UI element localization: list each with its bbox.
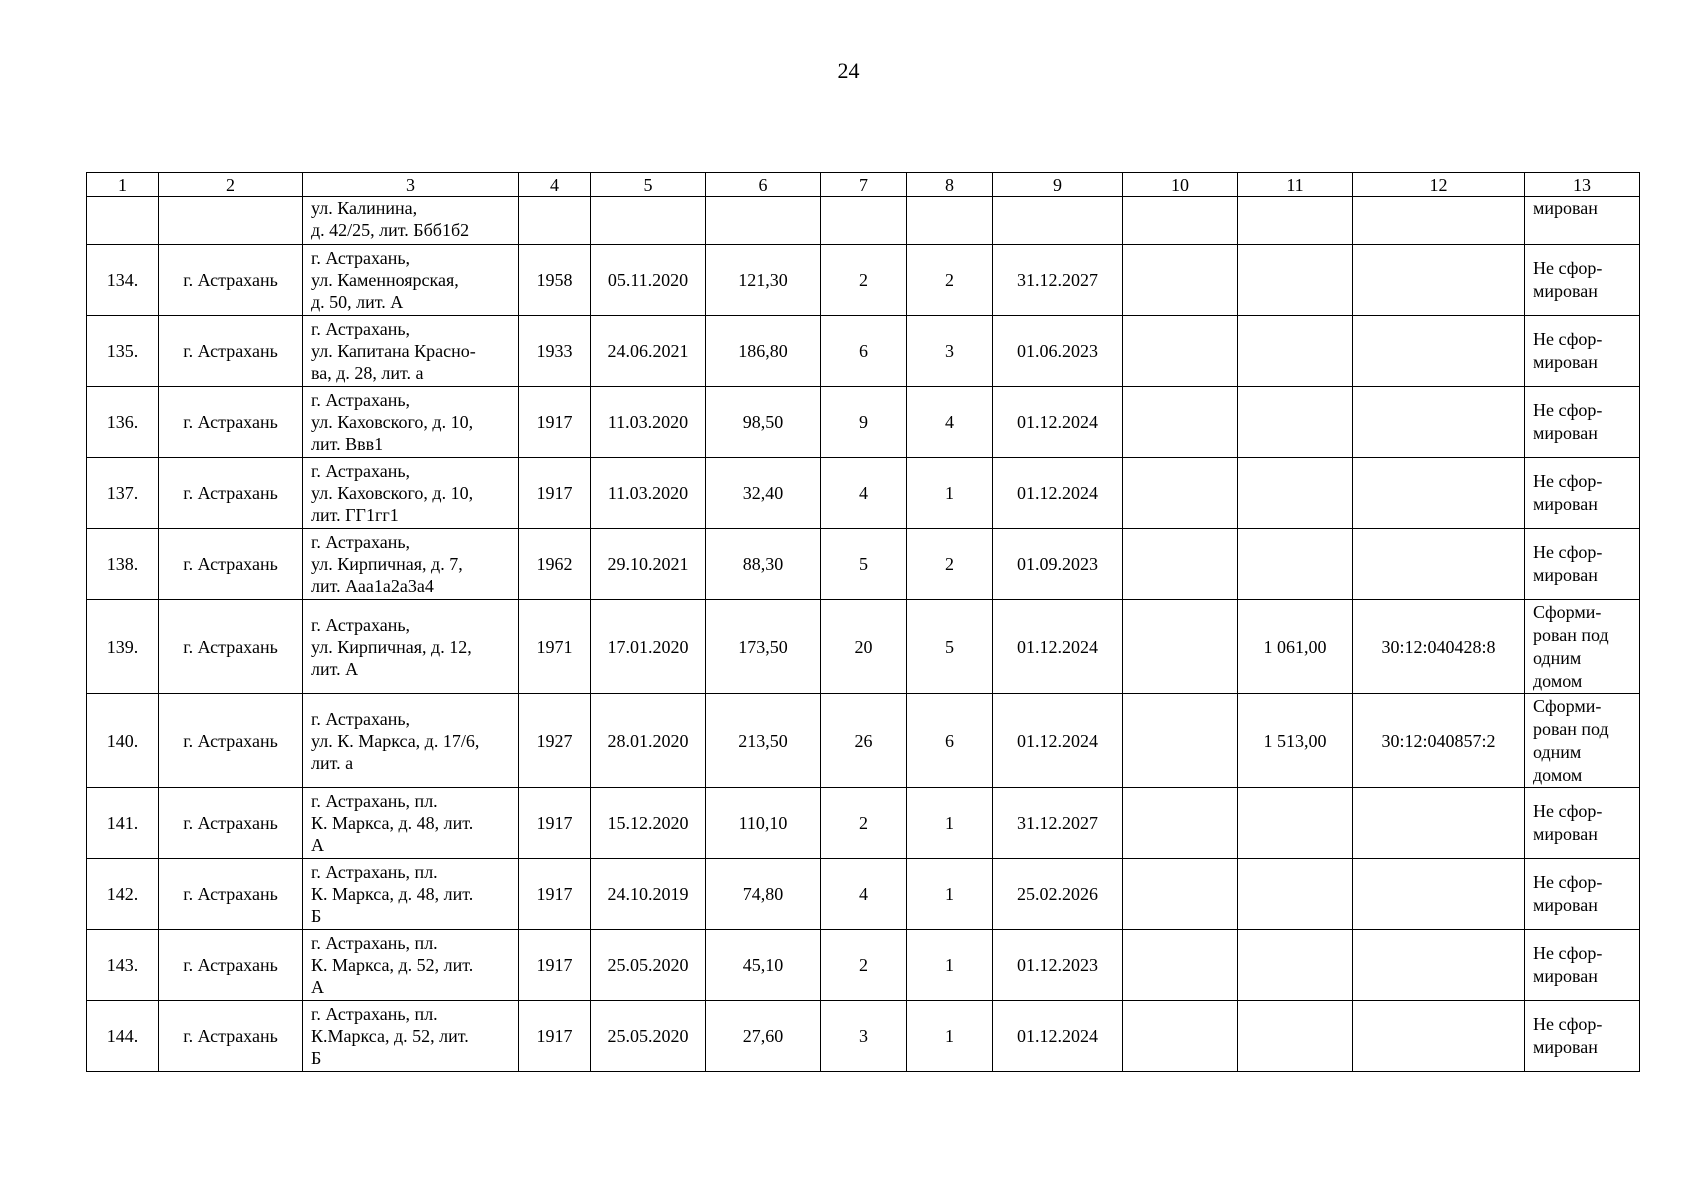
address-line: г. Астрахань, bbox=[311, 248, 411, 268]
date-cell: 28.01.2020 bbox=[591, 694, 706, 788]
col7-cell: 2 bbox=[821, 930, 907, 1001]
deadline-cell: 01.12.2024 bbox=[993, 694, 1123, 788]
col12-cell bbox=[1353, 245, 1525, 316]
date-cell: 25.05.2020 bbox=[591, 1001, 706, 1072]
row-number-cell: 138. bbox=[87, 529, 159, 600]
address-line: Б bbox=[311, 906, 322, 926]
status-line: домом bbox=[1533, 764, 1583, 785]
year-cell: 1958 bbox=[519, 245, 591, 316]
status-line: Не сфор- bbox=[1533, 1014, 1603, 1034]
status-cell bbox=[1525, 529, 1640, 600]
address-line: ул. Каменноярская, bbox=[311, 270, 459, 290]
status-line: Не сфор- bbox=[1533, 329, 1603, 349]
col8-cell: 1 bbox=[907, 859, 993, 930]
area-cell: 110,10 bbox=[706, 788, 821, 859]
col7-cell: 20 bbox=[821, 600, 907, 694]
column-number-header-row bbox=[87, 173, 1640, 197]
address-line: г. Астрахань, пл. bbox=[311, 1004, 438, 1024]
deadline-cell bbox=[993, 197, 1123, 245]
col8-cell: 2 bbox=[907, 245, 993, 316]
date-cell bbox=[591, 197, 706, 245]
date-cell: 24.10.2019 bbox=[591, 859, 706, 930]
status-line: рован под bbox=[1533, 624, 1609, 645]
status-line: мирован bbox=[1533, 1037, 1598, 1057]
status-cell bbox=[1525, 600, 1640, 694]
status-cell bbox=[1525, 788, 1640, 859]
status-line: мирован bbox=[1533, 198, 1598, 218]
col7-cell: 2 bbox=[821, 788, 907, 859]
column-header: 5 bbox=[591, 173, 706, 197]
col12-cell bbox=[1353, 788, 1525, 859]
column-header: 8 bbox=[907, 173, 993, 197]
address-cell bbox=[303, 788, 519, 859]
col7-cell: 26 bbox=[821, 694, 907, 788]
address-line: лит. Ввв1 bbox=[311, 434, 384, 454]
col11-cell: 1 513,00 bbox=[1238, 694, 1353, 788]
deadline-cell: 01.12.2024 bbox=[993, 600, 1123, 694]
area-cell: 32,40 bbox=[706, 458, 821, 529]
row-number-cell: 137. bbox=[87, 458, 159, 529]
row-number-cell: 143. bbox=[87, 930, 159, 1001]
row-number-cell: 140. bbox=[87, 694, 159, 788]
status-cell bbox=[1525, 458, 1640, 529]
status-line: Не сфор- bbox=[1533, 943, 1603, 963]
row-number-cell: 141. bbox=[87, 788, 159, 859]
address-cell bbox=[303, 387, 519, 458]
status-cell bbox=[1525, 197, 1640, 245]
col11-cell bbox=[1238, 930, 1353, 1001]
date-cell: 24.06.2021 bbox=[591, 316, 706, 387]
address-line: Б bbox=[311, 1048, 322, 1068]
status-line: мирован bbox=[1533, 895, 1598, 915]
col7-cell: 4 bbox=[821, 859, 907, 930]
housing-registry-table bbox=[86, 172, 1640, 1072]
year-cell: 1927 bbox=[519, 694, 591, 788]
status-line: Не сфор- bbox=[1533, 258, 1603, 278]
table-row bbox=[87, 458, 1640, 529]
status-line: Не сфор- bbox=[1533, 471, 1603, 491]
col7-cell: 9 bbox=[821, 387, 907, 458]
address-line: г. Астрахань, bbox=[311, 614, 411, 635]
table-row bbox=[87, 316, 1640, 387]
address-line: К. Маркса, д. 48, лит. bbox=[311, 884, 474, 904]
column-header: 12 bbox=[1353, 173, 1525, 197]
col8-cell: 6 bbox=[907, 694, 993, 788]
col7-cell: 6 bbox=[821, 316, 907, 387]
address-line: г. Астрахань, bbox=[311, 390, 411, 410]
col10-cell bbox=[1123, 529, 1238, 600]
area-cell: 98,50 bbox=[706, 387, 821, 458]
deadline-cell: 01.12.2024 bbox=[993, 1001, 1123, 1072]
column-header: 4 bbox=[519, 173, 591, 197]
address-line: ул. Кирпичная, д. 7, bbox=[311, 554, 463, 574]
address-line: ул. Капитана Красно- bbox=[311, 341, 476, 361]
date-cell: 11.03.2020 bbox=[591, 387, 706, 458]
col10-cell bbox=[1123, 458, 1238, 529]
address-line: г. Астрахань, bbox=[311, 461, 411, 481]
row-number-cell: 136. bbox=[87, 387, 159, 458]
area-cell bbox=[706, 197, 821, 245]
col11-cell bbox=[1238, 788, 1353, 859]
city-cell: г. Астрахань bbox=[159, 245, 303, 316]
deadline-cell: 01.12.2024 bbox=[993, 458, 1123, 529]
status-line: Не сфор- bbox=[1533, 801, 1603, 821]
city-cell: г. Астрахань bbox=[159, 694, 303, 788]
row-number-cell bbox=[87, 197, 159, 245]
col10-cell bbox=[1123, 197, 1238, 245]
col8-cell: 1 bbox=[907, 1001, 993, 1072]
status-line: Не сфор- bbox=[1533, 400, 1603, 420]
col10-cell bbox=[1123, 694, 1238, 788]
city-cell: г. Астрахань bbox=[159, 1001, 303, 1072]
address-line: К.Маркса, д. 52, лит. bbox=[311, 1026, 469, 1046]
status-cell bbox=[1525, 316, 1640, 387]
page-number: 24 bbox=[837, 58, 860, 83]
col10-cell bbox=[1123, 859, 1238, 930]
col10-cell bbox=[1123, 1001, 1238, 1072]
address-line: К. Маркса, д. 48, лит. bbox=[311, 813, 474, 833]
year-cell: 1917 bbox=[519, 859, 591, 930]
col7-cell: 2 bbox=[821, 245, 907, 316]
col12-cell bbox=[1353, 197, 1525, 245]
address-cell bbox=[303, 859, 519, 930]
address-line: г. Астрахань, bbox=[311, 532, 411, 552]
deadline-cell: 25.02.2026 bbox=[993, 859, 1123, 930]
col12-cell: 30:12:040857:2 bbox=[1353, 694, 1525, 788]
year-cell: 1933 bbox=[519, 316, 591, 387]
address-line: лит. А bbox=[311, 658, 359, 679]
address-cell bbox=[303, 197, 519, 245]
row-number-cell: 139. bbox=[87, 600, 159, 694]
area-cell: 45,10 bbox=[706, 930, 821, 1001]
row-number-cell: 135. bbox=[87, 316, 159, 387]
col8-cell: 5 bbox=[907, 600, 993, 694]
col8-cell: 1 bbox=[907, 458, 993, 529]
status-cell bbox=[1525, 245, 1640, 316]
table-row bbox=[87, 694, 1640, 788]
area-cell: 27,60 bbox=[706, 1001, 821, 1072]
city-cell: г. Астрахань bbox=[159, 387, 303, 458]
status-line: мирован bbox=[1533, 824, 1598, 844]
address-line: ул. Кирпичная, д. 12, bbox=[311, 636, 472, 657]
column-header: 10 bbox=[1123, 173, 1238, 197]
status-line: Не сфор- bbox=[1533, 542, 1603, 562]
table-row bbox=[87, 859, 1640, 930]
col12-cell bbox=[1353, 387, 1525, 458]
city-cell: г. Астрахань bbox=[159, 788, 303, 859]
status-line: мирован bbox=[1533, 423, 1598, 443]
col12-cell bbox=[1353, 529, 1525, 600]
year-cell: 1962 bbox=[519, 529, 591, 600]
city-cell: г. Астрахань bbox=[159, 930, 303, 1001]
table-row bbox=[87, 930, 1640, 1001]
date-cell: 25.05.2020 bbox=[591, 930, 706, 1001]
year-cell: 1971 bbox=[519, 600, 591, 694]
deadline-cell: 31.12.2027 bbox=[993, 788, 1123, 859]
address-line: лит. Ааа1а2а3а4 bbox=[311, 576, 434, 596]
area-cell: 213,50 bbox=[706, 694, 821, 788]
col8-cell: 1 bbox=[907, 788, 993, 859]
column-header: 11 bbox=[1238, 173, 1353, 197]
col11-cell bbox=[1238, 197, 1353, 245]
table-row bbox=[87, 387, 1640, 458]
address-line: ва, д. 28, лит. а bbox=[311, 363, 424, 383]
address-cell bbox=[303, 694, 519, 788]
address-line: ул. Каховского, д. 10, bbox=[311, 483, 474, 503]
col12-cell: 30:12:040428:8 bbox=[1353, 600, 1525, 694]
col10-cell bbox=[1123, 316, 1238, 387]
row-number-cell: 144. bbox=[87, 1001, 159, 1072]
status-line: домом bbox=[1533, 670, 1583, 691]
status-line: Не сфор- bbox=[1533, 872, 1603, 892]
row-number-cell: 142. bbox=[87, 859, 159, 930]
status-cell bbox=[1525, 930, 1640, 1001]
status-line: Сформи- bbox=[1533, 601, 1602, 622]
address-cell bbox=[303, 529, 519, 600]
address-line: ул. К. Маркса, д. 17/6, bbox=[311, 730, 480, 751]
col11-cell bbox=[1238, 316, 1353, 387]
date-cell: 29.10.2021 bbox=[591, 529, 706, 600]
date-cell: 15.12.2020 bbox=[591, 788, 706, 859]
city-cell bbox=[159, 197, 303, 245]
col10-cell bbox=[1123, 930, 1238, 1001]
address-cell bbox=[303, 930, 519, 1001]
city-cell: г. Астрахань bbox=[159, 859, 303, 930]
deadline-cell: 31.12.2027 bbox=[993, 245, 1123, 316]
address-cell bbox=[303, 458, 519, 529]
column-header: 13 bbox=[1525, 173, 1640, 197]
col11-cell bbox=[1238, 458, 1353, 529]
status-line: мирован bbox=[1533, 281, 1598, 301]
col10-cell bbox=[1123, 245, 1238, 316]
year-cell: 1917 bbox=[519, 930, 591, 1001]
col11-cell bbox=[1238, 1001, 1353, 1072]
city-cell: г. Астрахань bbox=[159, 600, 303, 694]
continuation-row bbox=[87, 197, 1640, 245]
address-line: ул. Каховского, д. 10, bbox=[311, 412, 474, 432]
column-header: 9 bbox=[993, 173, 1123, 197]
table-row bbox=[87, 600, 1640, 694]
area-cell: 173,50 bbox=[706, 600, 821, 694]
col12-cell bbox=[1353, 1001, 1525, 1072]
col8-cell: 2 bbox=[907, 529, 993, 600]
col11-cell: 1 061,00 bbox=[1238, 600, 1353, 694]
date-cell: 17.01.2020 bbox=[591, 600, 706, 694]
address-cell bbox=[303, 245, 519, 316]
year-cell: 1917 bbox=[519, 788, 591, 859]
city-cell: г. Астрахань bbox=[159, 316, 303, 387]
col10-cell bbox=[1123, 788, 1238, 859]
area-cell: 121,30 bbox=[706, 245, 821, 316]
col12-cell bbox=[1353, 930, 1525, 1001]
col11-cell bbox=[1238, 529, 1353, 600]
deadline-cell: 01.12.2023 bbox=[993, 930, 1123, 1001]
address-line: г. Астрахань, пл. bbox=[311, 862, 438, 882]
status-cell bbox=[1525, 387, 1640, 458]
col10-cell bbox=[1123, 387, 1238, 458]
status-line: мирован bbox=[1533, 494, 1598, 514]
address-line: д. 50, лит. А bbox=[311, 292, 404, 312]
address-line: А bbox=[311, 835, 324, 855]
row-number-cell: 134. bbox=[87, 245, 159, 316]
column-header: 3 bbox=[303, 173, 519, 197]
address-cell bbox=[303, 600, 519, 694]
col8-cell bbox=[907, 197, 993, 245]
status-line: Сформи- bbox=[1533, 695, 1602, 716]
col7-cell: 3 bbox=[821, 1001, 907, 1072]
address-cell bbox=[303, 1001, 519, 1072]
area-cell: 88,30 bbox=[706, 529, 821, 600]
col8-cell: 3 bbox=[907, 316, 993, 387]
date-cell: 05.11.2020 bbox=[591, 245, 706, 316]
city-cell: г. Астрахань bbox=[159, 529, 303, 600]
status-cell bbox=[1525, 1001, 1640, 1072]
status-line: мирован bbox=[1533, 565, 1598, 585]
column-header: 7 bbox=[821, 173, 907, 197]
status-line: мирован bbox=[1533, 966, 1598, 986]
address-line: К. Маркса, д. 52, лит. bbox=[311, 955, 474, 975]
status-line: одним bbox=[1533, 647, 1582, 668]
year-cell: 1917 bbox=[519, 458, 591, 529]
address-line: А bbox=[311, 977, 324, 997]
year-cell bbox=[519, 197, 591, 245]
address-line: ул. Калинина, bbox=[311, 198, 418, 218]
address-line: лит. ГГ1гг1 bbox=[311, 505, 399, 525]
table-row bbox=[87, 529, 1640, 600]
area-cell: 186,80 bbox=[706, 316, 821, 387]
col7-cell: 4 bbox=[821, 458, 907, 529]
city-cell: г. Астрахань bbox=[159, 458, 303, 529]
col7-cell bbox=[821, 197, 907, 245]
col7-cell: 5 bbox=[821, 529, 907, 600]
status-line: рован под bbox=[1533, 718, 1609, 739]
deadline-cell: 01.09.2023 bbox=[993, 529, 1123, 600]
status-line: мирован bbox=[1533, 352, 1598, 372]
col11-cell bbox=[1238, 245, 1353, 316]
deadline-cell: 01.12.2024 bbox=[993, 387, 1123, 458]
status-cell bbox=[1525, 859, 1640, 930]
address-cell bbox=[303, 316, 519, 387]
column-header: 1 bbox=[87, 173, 159, 197]
status-cell bbox=[1525, 694, 1640, 788]
address-line: г. Астрахань, bbox=[311, 708, 411, 729]
col8-cell: 1 bbox=[907, 930, 993, 1001]
table-row bbox=[87, 788, 1640, 859]
table-row bbox=[87, 1001, 1640, 1072]
col12-cell bbox=[1353, 458, 1525, 529]
column-header: 2 bbox=[159, 173, 303, 197]
address-line: г. Астрахань, пл. bbox=[311, 791, 438, 811]
date-cell: 11.03.2020 bbox=[591, 458, 706, 529]
col11-cell bbox=[1238, 859, 1353, 930]
col11-cell bbox=[1238, 387, 1353, 458]
address-line: г. Астрахань, bbox=[311, 319, 411, 339]
year-cell: 1917 bbox=[519, 387, 591, 458]
area-cell: 74,80 bbox=[706, 859, 821, 930]
table-row bbox=[87, 245, 1640, 316]
col12-cell bbox=[1353, 316, 1525, 387]
column-header: 6 bbox=[706, 173, 821, 197]
year-cell: 1917 bbox=[519, 1001, 591, 1072]
col8-cell: 4 bbox=[907, 387, 993, 458]
deadline-cell: 01.06.2023 bbox=[993, 316, 1123, 387]
status-line: одним bbox=[1533, 741, 1582, 762]
col10-cell bbox=[1123, 600, 1238, 694]
address-line: г. Астрахань, пл. bbox=[311, 933, 438, 953]
address-line: д. 42/25, лит. Ббб1б2 bbox=[311, 220, 470, 240]
address-line: лит. а bbox=[311, 752, 354, 773]
col12-cell bbox=[1353, 859, 1525, 930]
